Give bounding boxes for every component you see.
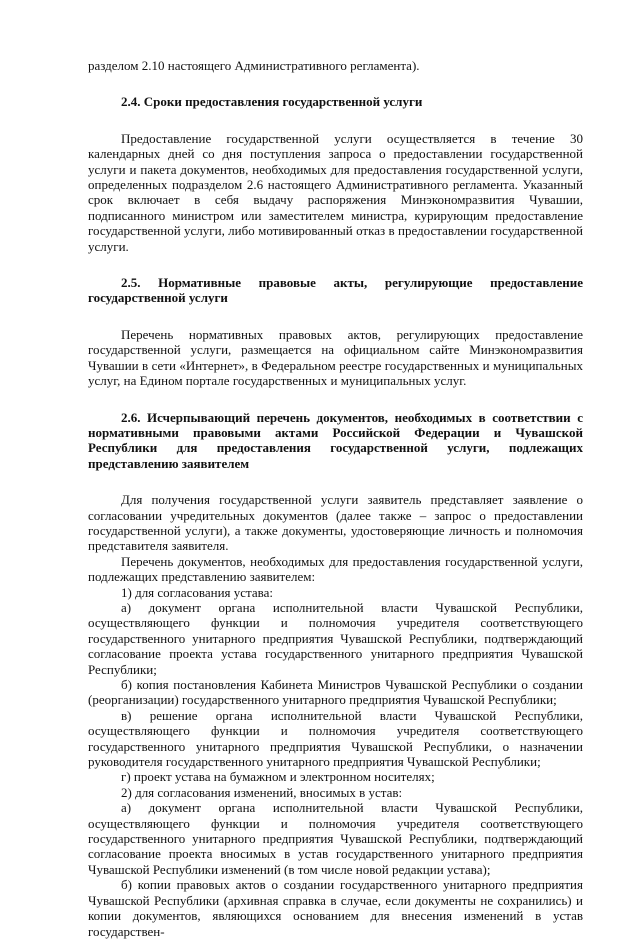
section-2-4-paragraph: Предоставление государственной услуги осуществляется в течение 30 календарных дней со дня поступления запроса о предоставлении государственной услуги и пакета документов, необходимых для предоставления государственной услуги, определенных подразделом 2.6 настоящего Административного регламента. Указанный срок включает в себя выдачу распоряжения Минэкономразвития Чувашии, подписанного министром или заместителем министра, курирующим предоставление государственной услуги, либо мотивированный отказ в предоставлении государственной услуги. [88,130,583,254]
list-item-2: 2) для согласования изменений, вносимых в устав: [121,784,403,800]
list-item-2a: а) документ органа исполнительной власти Чувашской Республики, осуществляющего функции и полномочия учредителя соответствующего государственного унитарного предприятия Чувашской Республики, подтверждающий согласование проекта вносимых в устав государственного унитарного предприятия Чувашской Республики изменений (в том числе новой редакции устава); [88,800,583,877]
list-item-2b: б) копии правовых актов о создании государственного унитарного предприятия Чувашской Республики (архивная справка в случае, если документы не сохранились) и копии документов, являющихся основанием для внесения изменений в устав государствен- [88,877,583,939]
section-2-4-heading: 2.4. Сроки предоставления государственной услуги [121,94,423,110]
continuation-text: разделом 2.10 настоящего Административного регламента). [88,58,420,73]
list-item-1d: г) проект устава на бумажном и электронном носителях; [121,769,435,785]
section-2-5-heading: 2.5. Нормативные правовые акты, регулирующие предоставление государственной услуги [88,275,583,306]
section-2-6-paragraph-1: Для получения государственной услуги заявитель представляет заявление о согласовании учредительных документов (далее также – запрос о предоставлении государственной услуги), а также документы, удостоверяющие личность и полномочия представителя заявителя. [88,492,583,554]
section-2-6-heading: 2.6. Исчерпывающий перечень документов, необходимых в соответствии с нормативными правовыми актами Российской Федерации и Чувашской Республики для предоставления государственной услуги, подлежащих представлению заявителем [88,409,583,471]
list-item-1c: в) решение органа исполнительной власти Чувашской Республики, осуществляющего функции и полномочия учредителя соответствующего государственного унитарного предприятия Чувашской Республики, о назначении руководителя государственного унитарного предприятия Чувашской Республики; [88,707,583,770]
list-item-1b: б) копия постановления Кабинета Министров Чувашской Республики о создании (реорганизации) государственного унитарного предприятия Чувашской Республики; [88,677,583,708]
section-2-6-paragraph-2: Перечень документов, необходимых для предоставления государственной услуги, подлежащих представлению заявителем: [88,553,583,585]
list-item-1: 1) для согласования устава: [121,584,273,600]
section-2-5-paragraph: Перечень нормативных правовых актов, регулирующих предоставление государственной услуги, размещается на официальном сайте Минэкономразвития Чувашии в сети «Интернет», в Федеральном реестре государственных и муниципальных услуг, на Едином портале государственных и муниципальных услуг. [88,326,583,389]
list-item-1a: а) документ органа исполнительной власти Чувашской Республики, осуществляющего функции и полномочия учредителя соответствующего государственного унитарного предприятия Чувашской Республики, подтверждающий согласование проекта устава государственного унитарного предприятия Чувашской Республики; [88,599,583,677]
